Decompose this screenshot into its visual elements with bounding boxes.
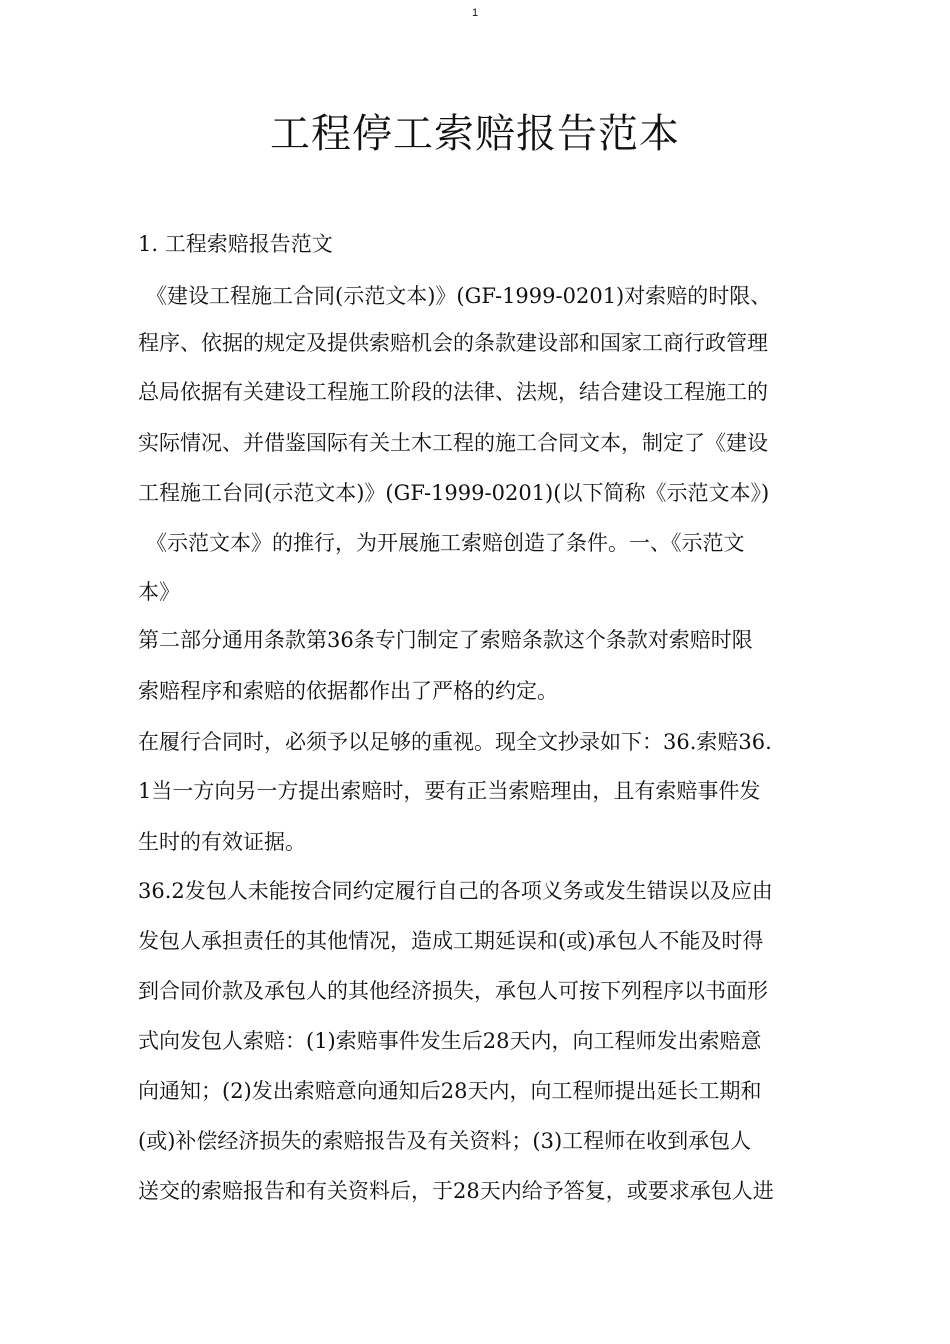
body-text-line: 到合同价款及承包人的其他经济损失，承包人可按下列程序以书面形 — [138, 979, 768, 1003]
body-text-line: 总局依据有关建设工程施工阶段的法律、法规，结合建设工程施工的 — [138, 380, 768, 404]
body-text-line: 《示范文本》的推行，为开展施工索赔创造了条件。一、《示范文 — [146, 531, 745, 555]
section-heading: 1. 工程索赔报告范文 — [138, 232, 333, 256]
body-text-line: 在履行合同时，必须予以足够的重视。现全文抄录如下：36.索赔36. — [138, 730, 772, 754]
body-text-line: 本》 — [138, 580, 180, 604]
body-text-line: 36.2发包人未能按合同约定履行自己的各项义务或发生错误以及应由 — [138, 879, 773, 903]
body-text-line: 程序、依据的规定及提供索赔机会的条款建设部和国家工商行政管理 — [138, 331, 768, 355]
document-title: 工程停工索赔报告范本 — [270, 111, 680, 157]
body-text-line: 发包人承担责任的其他情况，造成工期延误和(或)承包人不能及时得 — [138, 929, 764, 953]
body-text-line: 工程施工台同(示范文本)》(GF-1999-0201)(以下简称《示范文本》) — [138, 481, 770, 505]
body-text-line: 《建设工程施工合同(示范文本)》(GF-1999-0201)对索赔的时限、 — [146, 284, 772, 308]
body-text-line: 第二部分通用条款第36条专门制定了索赔条款这个条款对索赔时限 — [138, 628, 753, 652]
body-text-line: 生时的有效证据。 — [138, 830, 306, 854]
body-text-line: 1当一方向另一方提出索赔时，要有正当索赔理由，且有索赔事件发 — [138, 779, 761, 803]
body-text-line: 式向发包人索赔：(1)索赔事件发生后28天内，向工程师发出索赔意 — [138, 1029, 762, 1053]
body-text-line: (或)补偿经济损失的索赔报告及有关资料；(3)工程师在收到承包人 — [138, 1129, 752, 1153]
page-number: 1 — [471, 7, 479, 19]
body-text-line: 向通知；(2)发出索赔意向通知后28天内，向工程师提出延长工期和 — [138, 1079, 762, 1103]
body-text-line: 实际情况、并借鉴国际有关土木工程的施工合同文本，制定了《建设 — [138, 431, 768, 455]
body-text-line: 送交的索赔报告和有关资料后，于28天内给予答复，或要求承包人进 — [138, 1179, 774, 1203]
body-text-line: 索赔程序和索赔的依据都作出了严格的约定。 — [138, 679, 558, 703]
